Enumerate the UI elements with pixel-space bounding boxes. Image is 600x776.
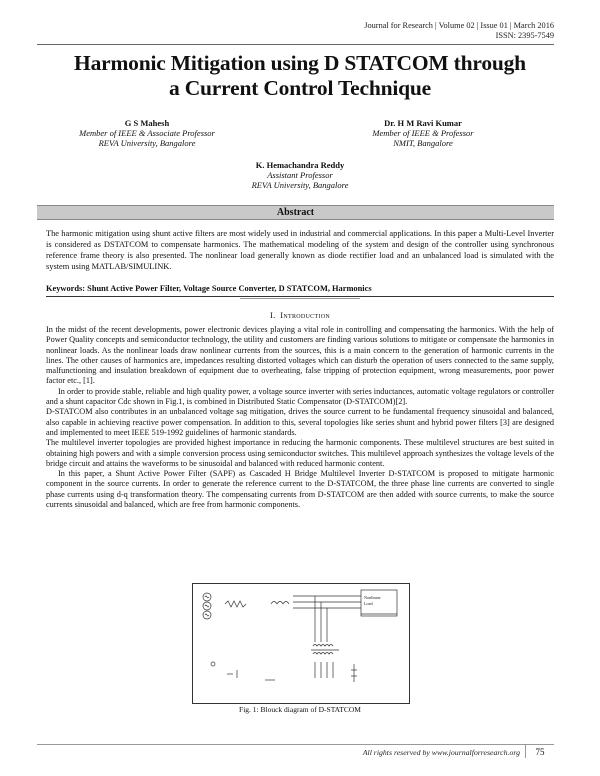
author-name: K. Hemachandra Reddy <box>255 160 345 170</box>
page-number: 75 <box>525 744 554 758</box>
keywords-divider <box>46 296 554 297</box>
author-name: Dr. H M Ravi Kumar <box>384 118 462 128</box>
journal-header <box>364 21 554 41</box>
title-line-2: a Current Control Technique <box>169 76 431 100</box>
header-divider <box>37 44 554 45</box>
section-title: Introduction <box>280 311 330 320</box>
paper-title <box>30 51 570 101</box>
author-affiliation: REVA University, Bangalore <box>251 180 349 190</box>
keywords <box>46 283 554 294</box>
title-line-1: Harmonic Mitigation using D STATCOM through <box>74 51 526 75</box>
keywords-label: Keywords: <box>46 284 86 293</box>
issn: ISSN: 2395-7549 <box>495 31 554 40</box>
paragraph: In the midst of the recent developments, power electronic devices playing a vital role in controlling and compensating the harmonics. With the help of Power Quality concepts and semiconductor technology, the utility and customers are finding various solutions to mitigate or compensate the harmonics in nonlinear loads. As the nonlinear loads draw nonlinear currents from the sources, this is a main concern to the generation of harmonic currents in the lines. The other causes of harmonics are, impedances resulting distorted voltages which can disturb the operation of users connected to the same supply, malfunctioning and insulation breakdown of equipment due to overheating, false tripping of protection equipment, wrong measurements, poor power factor etc., [1]. <box>46 325 554 386</box>
figure-caption: Fig. 1: Blouck diagram of D-STATCOM <box>239 705 361 714</box>
footer-rights: All rights reserved by www.journalforresearch.org <box>362 748 520 757</box>
author-block-3 <box>215 160 385 190</box>
paragraph: D-STATCOM also contributes in an unbalanced voltage sag mitigation, drives the source current to be fundamental frequency sinusoidal and balanced, also capable in achieving reactive power compensation. In addition to this, several topologies like series shunt and hybrid power filters [3] are designed and implemented to meet IEEE 519-1992 guidelines of harmonic standards. <box>46 407 554 437</box>
author-affiliation: REVA University, Bangalore <box>98 138 196 148</box>
author-role: Member of IEEE & Professor <box>372 128 474 138</box>
keywords-divider-short <box>240 298 360 299</box>
paragraph: The multilevel inverter topologies are provided highest importance in reducing the harmonic components. These multilevel structures are best suited in obtaining high powers and with a simple conversion process using semiconductor switches. This multilevel approach synthesizes the voltage levels of the bridge circuit and attains the waveforms to be sinusoidal and balanced with reduced harmonic content. <box>46 438 554 468</box>
footer-divider <box>37 744 554 745</box>
section-body <box>46 325 554 510</box>
section-heading <box>46 311 554 321</box>
paragraph: In this paper, a Shunt Active Power Filter (SAPF) as Cascaded H Bridge Multilevel Inverter D-STATCOM is proposed to mitigate harmonic component in the source currents. In order to generate the reference current to the D-STATCOM, the three phase line currents are converted to single phase currents using d-q transformation theory. The compensating currents from D-STATCOM are then added with source currents, to make the source currents sinusoidal and balanced, which are free from harmonic components. <box>46 469 554 510</box>
author-name: G S Mahesh <box>124 118 170 128</box>
paragraph: In order to provide stable, reliable and high quality power, a voltage source inverter with series inductances, automatic voltage regulators or controller and a shunt capacitor Cdc shown in Fig.1, is combined in Distributed Static Compensator (D-STATCOM)[2]. <box>46 386 554 407</box>
author-block-1 <box>62 118 232 148</box>
block-diagram-svg <box>193 584 409 703</box>
author-affiliation: NMIT, Bangalore <box>393 138 453 148</box>
keywords-list: Shunt Active Power Filter, Voltage Source Converter, D STATCOM, Harmonics <box>87 284 372 293</box>
resistor-symbol <box>225 601 246 607</box>
section-number: I. <box>269 311 276 320</box>
load-label-1: Nonlinear <box>364 595 381 600</box>
author-role: Member of IEEE & Associate Professor <box>79 128 215 138</box>
abstract-text: The harmonic mitigation using shunt active filters are most widely used in industrial and commercial applications. In this paper a Multi-Level Inverter is considered as DSTATCOM to compensate harmonics. The mathematical modeling of the system and design of the controller using synchronous reference frame theory is also presented. The nonlinear load generally known as diode rectifier load and an unbalanced load is simulated with the system using MATLAB/SIMULINK. <box>46 229 554 271</box>
author-block-2 <box>338 118 508 148</box>
load-label-2: Load <box>364 601 373 606</box>
figure-block-diagram <box>192 583 410 704</box>
journal-line: Journal for Research | Volume 02 | Issue 01 | March 2016 <box>364 21 554 30</box>
abstract-heading: Abstract <box>37 205 554 220</box>
inductor-symbol <box>271 602 289 605</box>
author-role: Assistant Professor <box>267 170 333 180</box>
